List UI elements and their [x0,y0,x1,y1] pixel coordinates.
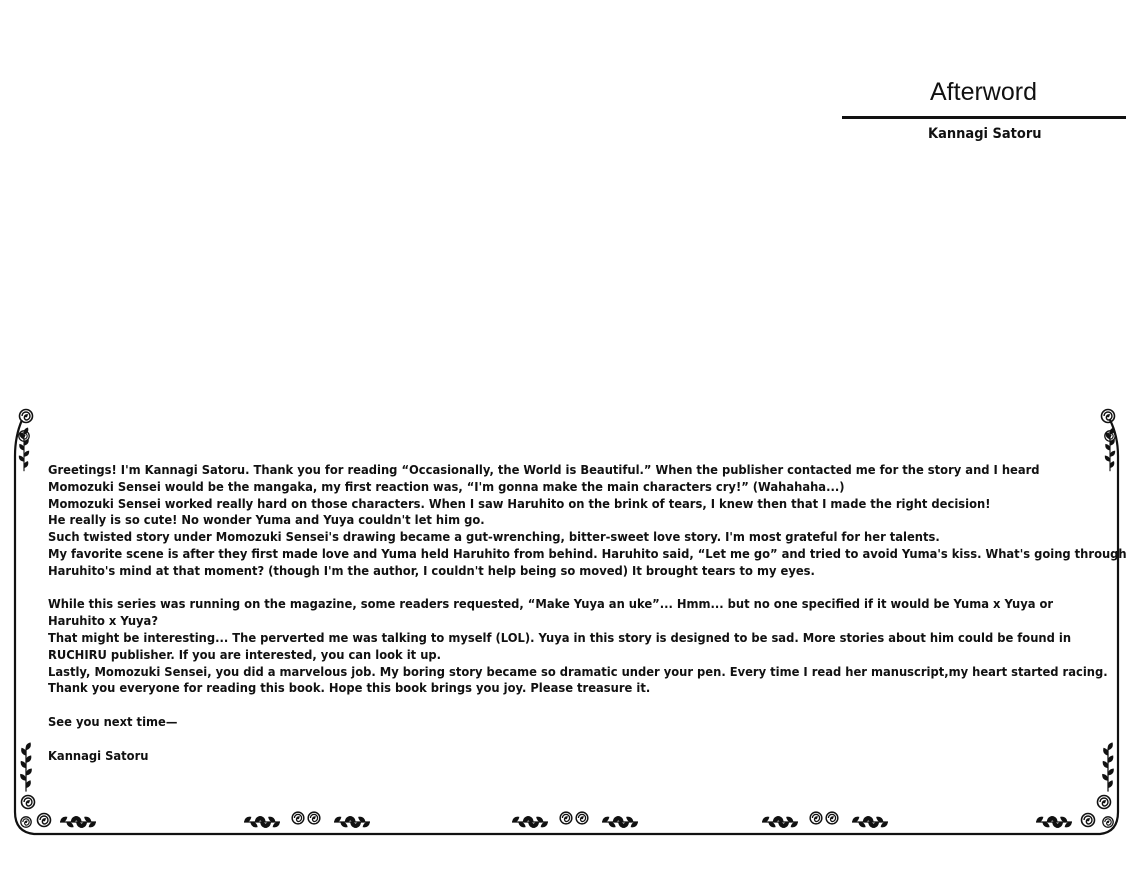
paragraph-gap [48,580,1118,597]
bottom-ornament-3 [761,812,890,829]
closing-line: See you next time— [48,713,178,729]
text-line: Such twisted story under Momozuki Sensei's drawing became a gut-wrenching, bitter-sweet love story. I'm most grateful for her talents. [48,529,940,545]
text-line: Momozuki Sensei would be the mangaka, my first reaction was, “I'm gonna make the main characters cry!” (Wahahaha...) [48,478,845,494]
title-underline [842,116,1126,119]
text-line: Thank you everyone for reading this book. Hope this book brings you joy. Please treasure it. [48,680,651,696]
afterword-body [48,462,1127,764]
bottom-ornament-1 [243,812,372,829]
text-line: Lastly, Momozuki Sensei, you did a marvelous job. My boring story became so dramatic under your pen. Every time I read her manuscript,my heart started racing. [48,663,1108,679]
signature: Kannagi Satoru [48,747,149,763]
bottom-ornament-2 [511,812,640,829]
text-line: While this series was running on the magazine, some readers requested, “Make Yuya an uke”... Hmm... but no one specified if it would be Yuma x Yuya or [48,596,1054,612]
text-line: Greetings! I'm Kannagi Satoru. Thank you for reading “Occasionally, the World is Beautiful.” When the publisher contacted me for the story and I heard [48,462,1040,477]
page-title: Afterword [930,78,1037,106]
title-author: Kannagi Satoru [928,126,1042,142]
corner-ornament-top-left [17,410,32,472]
text-line: RUCHIRU publisher. If you are interested, you can look it up. [48,646,442,662]
text-line: That might be interesting... The perverted me was talking to myself (LOL). Yuya in this story is designed to be sad. More stories about him could be found in [48,629,1072,645]
text-line: My favorite scene is after they first made love and Yuma held Haruhito from behind. Haruhito said, “Let me go” and tried to avoid Yuma's kiss. What's going through [48,545,1127,561]
paragraph-gap [48,731,1118,748]
paragraph-gap [48,697,1118,714]
text-line: Haruhito x Yuya? [48,613,159,629]
text-line: Haruhito's mind at that moment? (though I'm the author, I couldn't help being so moved) It brought tears to my eyes. [48,562,815,578]
text-line: Momozuki Sensei worked really hard on those characters. When I saw Haruhito on the brink of tears, I knew then that I made the right decision! [48,495,991,511]
text-line: He really is so cute! No wonder Yuma and Yuya couldn't let him go. [48,512,485,528]
